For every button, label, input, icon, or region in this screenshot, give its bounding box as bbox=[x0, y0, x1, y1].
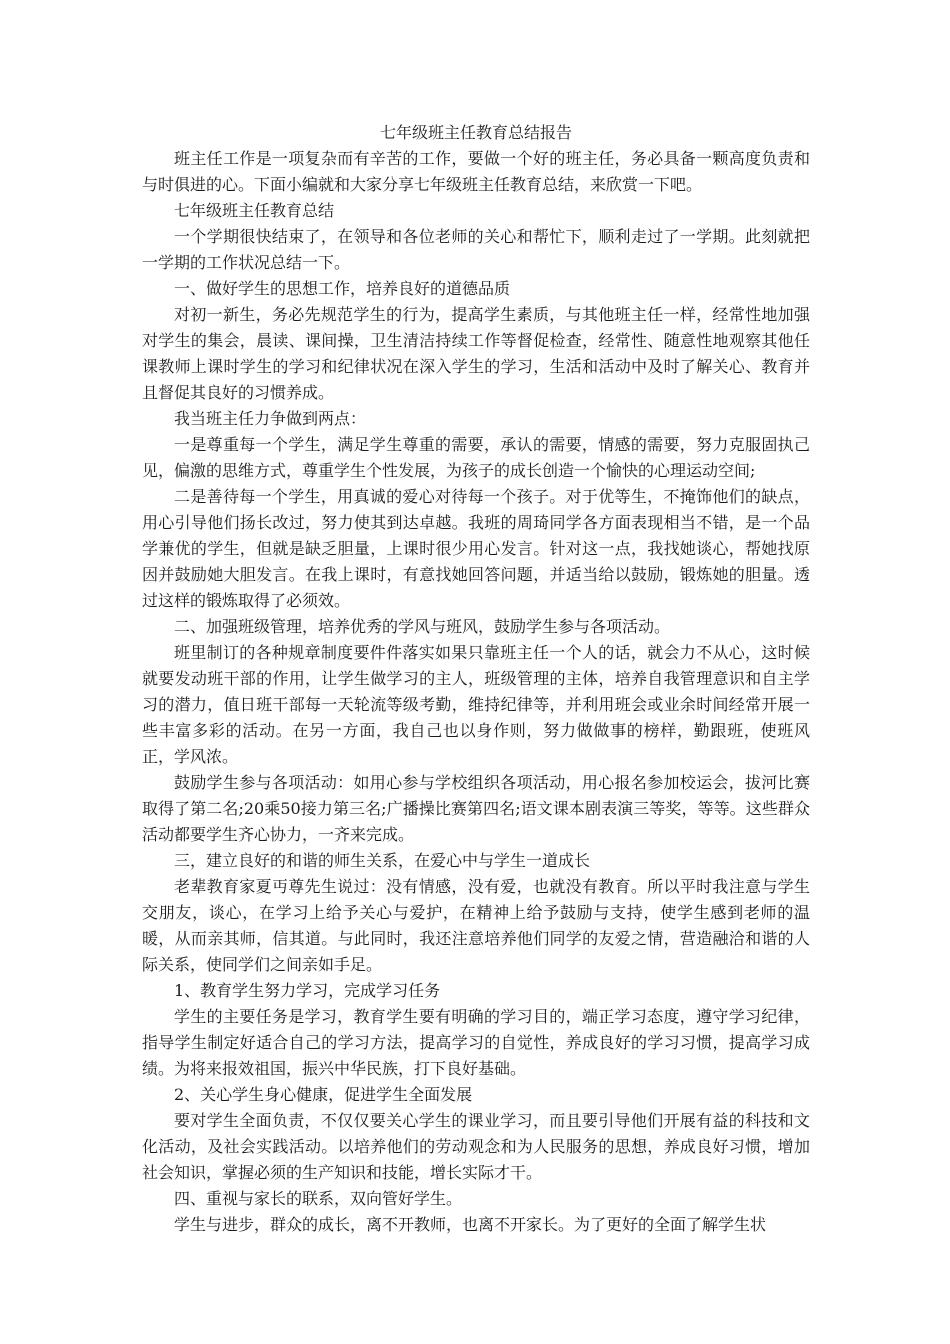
subtitle-heading: 七年级班主任教育总结 bbox=[174, 201, 335, 220]
body-paragraph: 老辈教育家夏丏尊先生说过：没有情感，没有爱，也就没有教育。所以平时我注意与学生交朋友，谈心，在学习上给予关心与爱护，在精神上给予鼓励与支持，使学生感到老师的温暖，从而亲其师，信其道。与此同时，我还注意培养他们同学的友爱之情，营造融洽和谐的人际关系，使同学们之间亲如手足。 bbox=[142, 877, 810, 974]
body-paragraph: 二是善待每一个学生，用真诚的爱心对待每一个孩子。对于优等生，不掩饰他们的缺点，用心引导他们扬长改过，努力使其到达卓越。我班的周琦同学各方面表现相当不错，是一个品学兼优的学生，但就是缺乏胆量，上课时很少用心发言。针对这一点，我找她谈心，帮她找原因并鼓励她大胆发言。在我上课时，有意找她回答问题，并适当给以鼓励，锻炼她的胆量。透过这样的锻炼取得了必须效。 bbox=[142, 487, 810, 610]
body-paragraph: 学生的主要任务是学习，教育学生要有明确的学习目的，端正学习态度，遵守学习纪律，指导学生制定好适合自己的学习方法，提高学习的自觉性，养成良好的学习习惯，提高学习成绩。为将来报效祖国，振兴中华民族，打下良好基础。 bbox=[142, 1007, 810, 1078]
body-paragraph: 要对学生全面负责，不仅仅要关心学生的课业学习，而且要引导他们开展有益的科技和文化活动，及社会实践活动。以培养他们的劳动观念和为人民服务的思想，养成良好习惯，增加社会知识，掌握必须的生产知识和技能，增长实际才干。 bbox=[142, 1111, 810, 1182]
body-paragraph: 班里制订的各种规章制度要件件落实如果只靠班主任一个人的话，就会力不从心，这时候就要发动班干部的作用，让学生做学习的主人，班级管理的主体，培养自我管理意识和自主学习的潜力，值日班干部每一天轮流等级考勤，维持纪律等，并利用班会或业余时间经常开展一些丰富多彩的活动。在另一方面，我自己也以身作则，努力做做事的榜样，勤跟班，使班风正，学风浓。 bbox=[142, 643, 810, 766]
body-paragraph: 我当班主任力争做到两点： bbox=[174, 409, 367, 428]
section-heading-4: 四、重视与家长的联系，双向管好学生。 bbox=[174, 1189, 463, 1208]
body-paragraph: 一是尊重每一个学生，满足学生尊重的需要，承认的需要，情感的需要，努力克服固执己见，偏激的思维方式，尊重学生个性发展，为孩子的成长创造一个愉快的心理运动空间; bbox=[142, 435, 810, 480]
subsection-heading-1: 1、教育学生努力学习，完成学习任务 bbox=[174, 981, 441, 1000]
subsection-heading-2: 2、关心学生身心健康，促进学生全面发展 bbox=[174, 1085, 473, 1104]
document-page bbox=[142, 120, 810, 1238]
section-heading-3: 三，建立良好的和谐的师生关系，在爱心中与学生一道成长 bbox=[174, 851, 591, 870]
intro-paragraph: 班主任工作是一项复杂而有辛苦的工作，要做一个好的班主任，务必具备一颗高度负责和与时俱进的心。下面小编就和大家分享七年级班主任教育总结，来欣赏一下吧。 bbox=[142, 149, 810, 194]
section-heading-1: 一、做好学生的思想工作，培养良好的道德品质 bbox=[174, 279, 511, 298]
document-title: 七年级班主任教育总结报告 bbox=[379, 123, 572, 142]
body-paragraph: 学生与进步，群众的成长，离不开教师，也离不开家长。为了更好的全面了解学生状 bbox=[174, 1215, 767, 1234]
body-paragraph: 一个学期很快结束了，在领导和各位老师的关心和帮忙下，顺利走过了一学期。此刻就把一学期的工作状况总结一下。 bbox=[142, 227, 810, 272]
body-paragraph: 对初一新生，务必先规范学生的行为，提高学生素质，与其他班主任一样，经常性地加强对学生的集会，晨读、课间操，卫生清洁持续工作等督促检查，经常性、随意性地观察其他任课教师上课时学生的学习和纪律状况在深入学生的学习，生活和活动中及时了解关心、教育并且督促其良好的习惯养成。 bbox=[142, 305, 810, 402]
body-paragraph: 鼓励学生参与各项活动：如用心参与学校组织各项活动，用心报名参加校运会，拔河比赛取得了第二名;20乘50接力第三名;广播操比赛第四名;语文课本剧表演三等奖，等等。这些群众活动都要学生齐心协力，一齐来完成。 bbox=[142, 773, 810, 844]
section-heading-2: 二、加强班级管理，培养优秀的学风与班风，鼓励学生参与各项活动。 bbox=[174, 617, 671, 636]
